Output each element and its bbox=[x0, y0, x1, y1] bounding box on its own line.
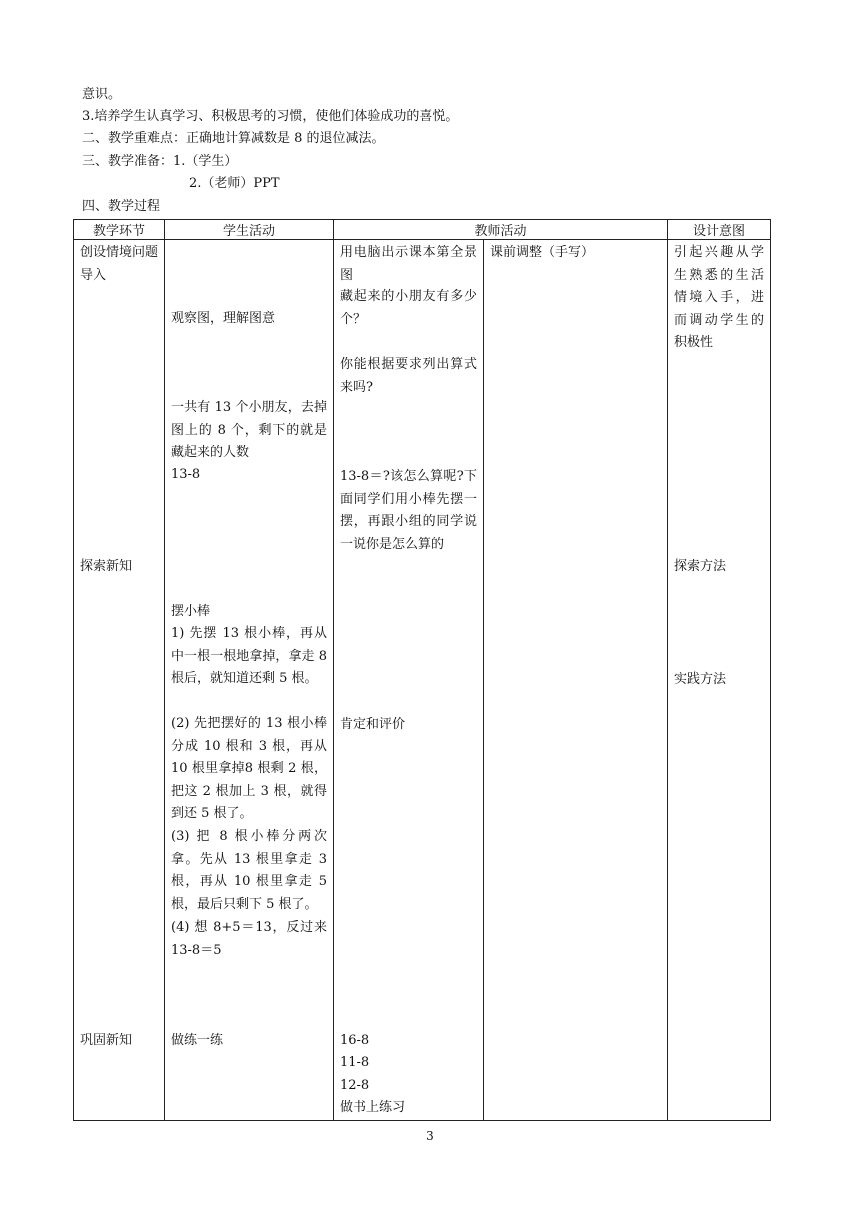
intro-line: 3.培养学生认真学习、积极思考的习惯，使他们体验成功的喜悦。 bbox=[82, 109, 459, 124]
exercise-item: 11-8 bbox=[340, 1055, 370, 1070]
design-intent-3: 实践方法 bbox=[674, 672, 727, 687]
intro-line: 意识。 bbox=[82, 87, 122, 102]
stage-intro: 创设情境问题导入 bbox=[80, 245, 159, 283]
student-activity-column bbox=[165, 240, 334, 1121]
teacher-evaluate: 肯定和评价 bbox=[340, 717, 406, 732]
teaching-process-table bbox=[73, 219, 771, 1121]
design-intent-2: 探索方法 bbox=[674, 559, 727, 574]
section-heading: 四、教学过程 bbox=[82, 199, 161, 214]
header-teacher-activity: 教师活动 bbox=[334, 220, 668, 240]
student-formula: 13-8 bbox=[171, 467, 201, 482]
teacher-book-practice: 做书上练习 bbox=[340, 1100, 406, 1115]
student-sticks: 摆小棒 bbox=[171, 604, 211, 619]
exercise-item: 12-8 bbox=[340, 1078, 370, 1093]
header-student-activity: 学生活动 bbox=[165, 220, 334, 240]
student-explain: 一共有 13 个小朋友，去掉图上的 8 个，剩下的就是藏起来的人数 bbox=[171, 400, 327, 461]
student-method-1: 1) 先摆 13 根小棒，再从中一根一根地拿掉，拿走 8 根后，就知道还剩 5 根。 bbox=[171, 626, 327, 687]
table-header-row bbox=[74, 220, 771, 240]
stage-consolidate: 巩固新知 bbox=[80, 1033, 133, 1048]
handwritten-adjust-label: 课前调整（手写） bbox=[490, 245, 595, 260]
page-number: 3 bbox=[426, 1129, 434, 1143]
table-body-row bbox=[74, 240, 771, 1121]
teacher-guide: 13-8＝?该怎么算呢?下面同学们用小棒先摆一摆，再跟小组的同学说一说你是怎么算的 bbox=[340, 469, 477, 552]
student-method-4: (4) 想 8+5＝13，反过来 13-8＝5 bbox=[171, 920, 327, 958]
stage-column bbox=[74, 240, 165, 1121]
teacher-question-2: 你能根据要求列出算式来吗? bbox=[340, 357, 477, 395]
header-design-intent: 设计意图 bbox=[668, 220, 771, 240]
design-intent-1: 引起兴趣从学生熟悉的生活情境入手，进而调动学生的积极性 bbox=[674, 245, 765, 351]
intro-line: 二、教学重难点：正确地计算减数是 8 的退位减法。 bbox=[82, 131, 385, 146]
exercise-item: 16-8 bbox=[340, 1033, 370, 1048]
student-method-2: (2) 先把摆好的 13 根小棒分成 10 根和 3 根，再从 10 根里拿掉8 根剩 2 根，把这 2 根加上 3 根，就得到还 5 根了。 bbox=[171, 716, 327, 822]
design-intent-column bbox=[668, 240, 771, 1121]
student-practice: 做练一练 bbox=[171, 1033, 224, 1048]
intro-line: 2.（老师）PPT bbox=[189, 176, 280, 191]
teacher-question-1: 藏起来的小朋友有多少个？ bbox=[340, 289, 477, 327]
student-method-3: (3) 把 8 根小棒分两次拿。先从 13 根里拿走 3 根，再从 10 根里拿走 5 根，最后只剩下 5 根了。 bbox=[171, 829, 327, 912]
header-stage: 教学环节 bbox=[74, 220, 165, 240]
teacher-show-picture: 用电脑出示课本第全景图 bbox=[340, 245, 477, 283]
student-observe: 观察图，理解图意 bbox=[171, 311, 276, 326]
teacher-activity-column bbox=[334, 240, 484, 1121]
intro-line: 三、教学准备：1.（学生） bbox=[82, 154, 238, 169]
handwritten-adjust-column bbox=[484, 240, 668, 1121]
stage-explore: 探索新知 bbox=[80, 559, 133, 574]
